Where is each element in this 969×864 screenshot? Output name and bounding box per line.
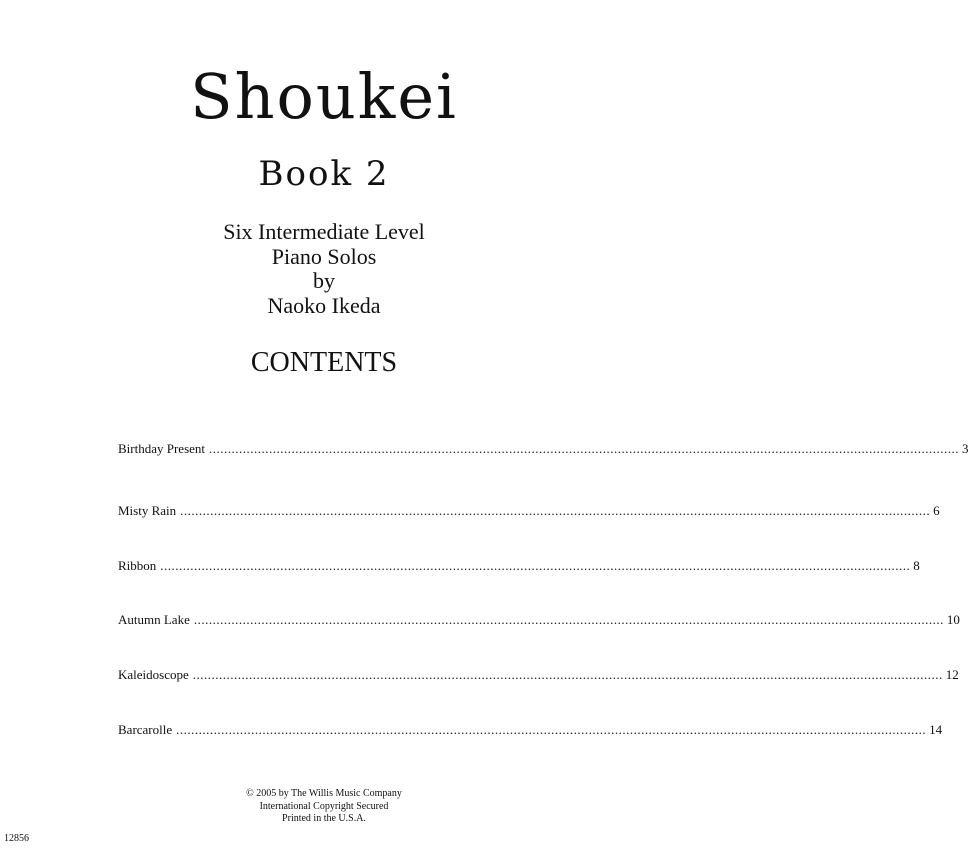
toc-leader-dots: ........................................................................................................................................................................................................ — [160, 558, 911, 573]
toc-entry-page: 6 — [933, 503, 940, 518]
toc-entry-page: 12 — [945, 667, 959, 682]
book-number: Book 2 — [258, 154, 390, 194]
composer-name: Naoko Ikeda — [267, 292, 381, 318]
subtitle-block — [0, 220, 648, 318]
subtitle-line: Piano Solos — [271, 243, 377, 269]
toc-entry-title: Misty Rain — [118, 503, 177, 518]
toc-entry-page: 14 — [929, 722, 943, 737]
toc-entry-title: Barcarolle — [118, 722, 173, 737]
toc-entry-title: Ribbon — [118, 558, 157, 573]
toc-entry-page: 3 — [962, 441, 969, 456]
toc-entry-title: Kaleidoscope — [118, 667, 189, 682]
toc-leader-dots: ........................................................................................................................................................................................................ — [180, 503, 931, 518]
subtitle-line: Six Intermediate Level — [223, 219, 425, 244]
toc-entry-title: Autumn Lake — [118, 612, 190, 627]
toc-leader-dots: ........................................................................................................................................................................................................ — [193, 612, 944, 627]
printed-in-line: Printed in the U.S.A. — [282, 813, 366, 824]
page-title: Shoukei — [190, 60, 458, 133]
toc-leader-dots: ........................................................................................................................................................................................................ — [192, 667, 943, 682]
copyright-footer — [0, 788, 648, 826]
subtitle-line: by — [313, 268, 335, 293]
toc-leader-dots: ........................................................................................................................................................................................................ — [209, 441, 960, 456]
toc-entry-page: 8 — [913, 558, 920, 573]
toc-entry-title: Birthday Present — [118, 441, 206, 456]
toc-entry — [118, 666, 959, 684]
toc-leader-dots: ........................................................................................................................................................................................................ — [176, 722, 927, 737]
copyright-secured-line: International Copyright Secured — [259, 800, 389, 812]
toc-entry — [118, 502, 940, 520]
copyright-line: © 2005 by The Willis Music Company — [246, 788, 402, 799]
toc-entry — [118, 611, 960, 629]
toc-entry — [118, 440, 969, 458]
toc-entry — [118, 557, 920, 575]
contents-heading: CONTENTS — [250, 347, 398, 378]
toc-entry-page: 10 — [946, 612, 960, 627]
catalog-number: 12856 — [4, 833, 29, 844]
toc-entry — [118, 721, 943, 739]
